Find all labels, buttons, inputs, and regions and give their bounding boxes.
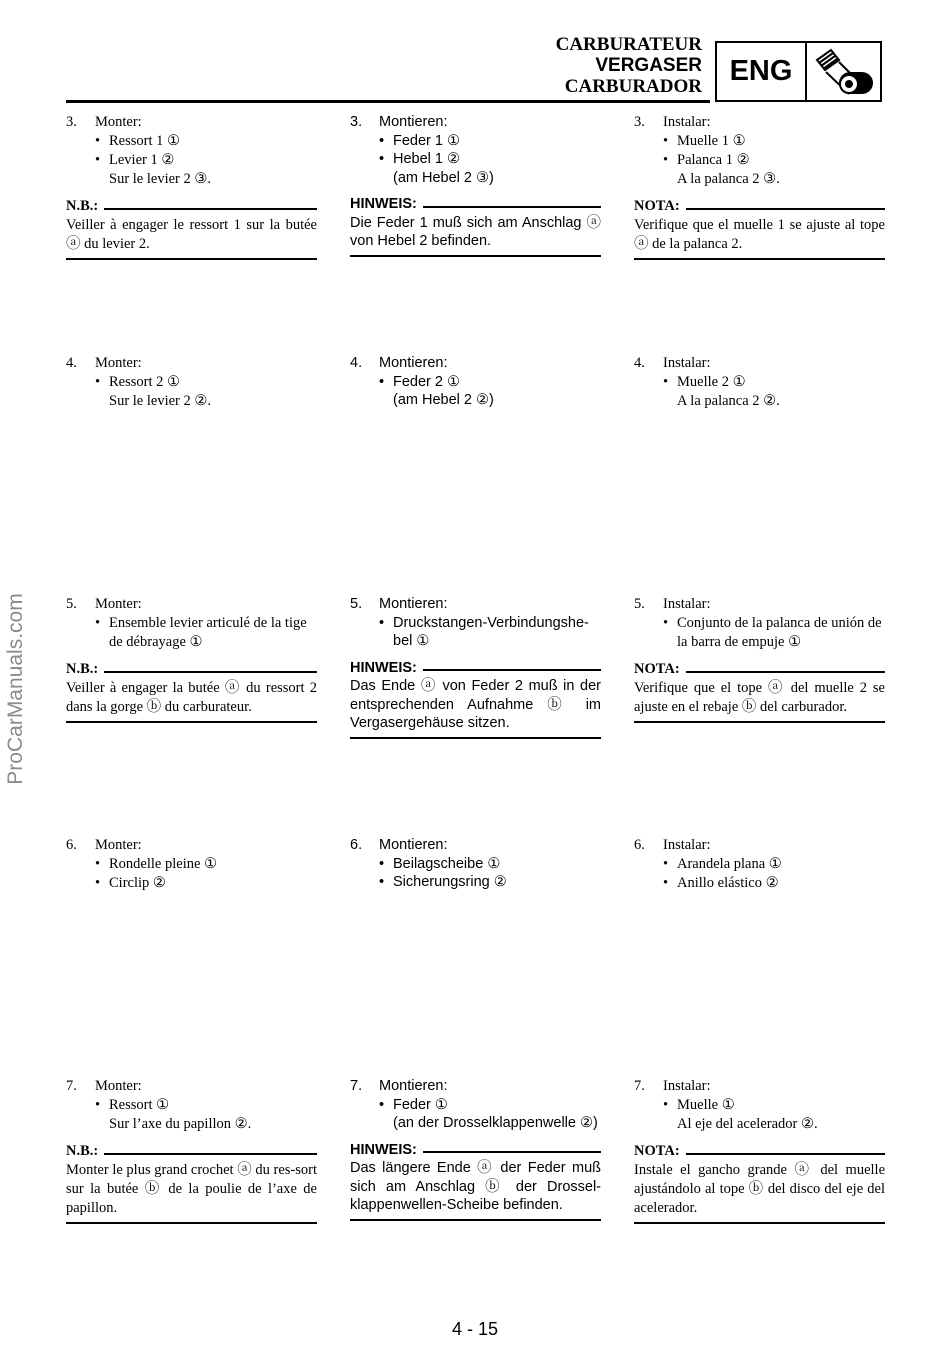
section-label: ENG (717, 43, 807, 100)
bullet-icon: • (95, 615, 101, 631)
page-number: 4 - 15 (451, 1319, 499, 1339)
step-verb: Instalar: (663, 1078, 711, 1094)
bullet-icon: • (379, 614, 385, 631)
note-rule (686, 671, 885, 673)
step-heading (634, 1077, 885, 1096)
list-item: • Ressort 2 ① (95, 374, 180, 390)
bullet-icon: • (95, 856, 101, 872)
list-item: • Ressort ① (95, 1097, 170, 1113)
step-number: 6. (634, 837, 645, 853)
step-number: 6. (350, 837, 363, 853)
note-text: Das längere Ende ⓐ der Feder muß sich am Anschlag ⓑ der Drossel-klappenwellen-Scheibe befinden. (350, 1160, 601, 1213)
list-subline: Sur le levier 2 ②. (109, 393, 211, 409)
step-verb: Monter: (95, 355, 142, 371)
header-title-fr: CARBURATEUR (555, 34, 702, 55)
list-item: • Sicherungsring ② (379, 874, 507, 890)
note-rule (686, 1153, 885, 1155)
note-end-rule (66, 1222, 317, 1224)
bullet-icon: • (379, 373, 385, 390)
note-heading: NOTA: (634, 660, 885, 679)
list-subline: A la palanca 2 ③. (677, 171, 780, 187)
bullet-icon: • (379, 132, 385, 149)
step-heading (634, 836, 885, 855)
list-subline: Al eje del acelerador ②. (677, 1116, 818, 1132)
note-end-rule (350, 737, 601, 739)
note-box (66, 1142, 317, 1224)
step-number: 7. (66, 1078, 77, 1094)
step-3-de (350, 113, 601, 257)
note-heading: N.B.: (66, 1142, 317, 1161)
list-subline: (am Hebel 2 ③) (393, 169, 494, 186)
step-number: 3. (66, 114, 77, 130)
step-number: 4. (350, 355, 363, 371)
bullet-icon: • (663, 856, 669, 872)
bullet-icon: • (95, 133, 101, 149)
bullet-icon: • (663, 152, 669, 168)
step-verb: Instalar: (663, 355, 711, 371)
bullet-icon: • (95, 374, 101, 390)
note-text: Das Ende ⓐ von Feder 2 muß in der entsprechenden Aufnahme ⓑ im Vergasergehäuse sitzen. (350, 678, 601, 731)
step-number: 5. (350, 596, 363, 612)
step-6-es (634, 836, 885, 893)
bullet-icon: • (95, 1097, 101, 1113)
list-item: • Beilagscheibe ① (379, 855, 501, 872)
note-heading: HINWEIS: (350, 1141, 601, 1160)
step-verb: Instalar: (663, 596, 711, 612)
note-rule (104, 671, 317, 673)
step-heading (66, 836, 317, 855)
list-item: • Muelle 1 ① (663, 133, 746, 149)
note-text: Veiller à engager la butée ⓐ du ressort 2 dans la gorge ⓑ du carburateur. (66, 680, 317, 715)
note-box (350, 195, 601, 257)
step-heading (66, 1077, 317, 1096)
step-number: 5. (634, 596, 645, 612)
step-verb: Montieren: (379, 355, 448, 371)
list-item: • Levier 1 ② (95, 152, 175, 168)
list-subline: (am Hebel 2 ②) (393, 392, 494, 408)
note-end-rule (634, 1222, 885, 1224)
note-box (634, 197, 885, 260)
list-item: • Anillo elástico ② (663, 875, 779, 891)
step-4-fr (66, 354, 317, 411)
step-verb: Montieren: (379, 114, 448, 130)
list-item: • Circlip ② (95, 875, 166, 891)
step-4-de (350, 354, 601, 410)
step-heading (350, 836, 601, 855)
note-box (66, 660, 317, 723)
list-item: • Muelle ① (663, 1097, 735, 1113)
step-4-es (634, 354, 885, 411)
step-heading (66, 113, 317, 132)
step-heading (634, 354, 885, 373)
note-text: Monter le plus grand crochet ⓐ du res-sort sur la butée ⓑ de la poulie de l’axe de papillon. (66, 1162, 317, 1216)
step-verb: Montieren: (379, 1078, 448, 1094)
list-item: • Ressort 1 ① (95, 133, 180, 149)
bullet-icon: • (379, 1096, 385, 1113)
step-number: 4. (634, 355, 645, 371)
note-text: Die Feder 1 muß sich am Anschlag ⓐ von Hebel 2 befinden. (350, 214, 601, 249)
note-rule (423, 1151, 601, 1153)
list-item: • Conjunto de la palanca de unión de la barra de empuje ① (663, 615, 882, 650)
step-heading (350, 1077, 601, 1096)
note-end-rule (634, 721, 885, 723)
note-heading: HINWEIS: (350, 659, 601, 678)
list-item: • Hebel 1 ② (379, 151, 461, 167)
engine-icon (809, 46, 879, 103)
step-6-fr (66, 836, 317, 893)
bullet-icon: • (663, 615, 669, 631)
step-heading (350, 354, 601, 373)
note-heading: N.B.: (66, 197, 317, 216)
note-end-rule (634, 258, 885, 260)
step-number: 7. (634, 1078, 645, 1094)
note-box (350, 659, 601, 739)
step-number: 7. (350, 1078, 363, 1094)
step-3-es (634, 113, 885, 260)
bullet-icon: • (379, 151, 385, 167)
note-text: Veiller à engager le ressort 1 sur la butée ⓐ du levier 2. (66, 217, 317, 252)
bullet-icon: • (663, 374, 669, 390)
header-titles (556, 34, 702, 97)
step-5-es (634, 595, 885, 723)
step-heading (350, 595, 601, 614)
step-6-de (350, 836, 601, 892)
list-item: • Druckstangen-Verbindungshe-bel ① (379, 614, 589, 649)
step-number: 6. (66, 837, 77, 853)
list-subline: Sur le levier 2 ③. (109, 171, 211, 187)
bullet-icon: • (379, 874, 385, 890)
note-heading: NOTA: (634, 1142, 885, 1161)
step-heading (634, 113, 885, 132)
list-item: • Rondelle pleine ① (95, 856, 218, 872)
list-item: • Palanca 1 ② (663, 152, 750, 168)
note-rule (423, 669, 601, 671)
step-3-fr (66, 113, 317, 260)
step-number: 4. (66, 355, 77, 371)
list-item: • Feder 1 ① (379, 132, 460, 149)
note-text: Verifique que el tope ⓐ del muelle 2 se ajuste en el rebaje ⓑ del carburador. (634, 680, 885, 715)
step-verb: Monter: (95, 1078, 142, 1094)
step-verb: Montieren: (379, 837, 448, 853)
step-verb: Instalar: (663, 837, 711, 853)
note-box (66, 197, 317, 260)
list-item: • Ensemble levier articulé de la tige de débrayage ① (95, 615, 307, 650)
note-box (634, 1142, 885, 1224)
note-end-rule (350, 255, 601, 257)
step-7-de (350, 1077, 601, 1221)
bullet-icon: • (663, 875, 669, 891)
note-rule (104, 1153, 317, 1155)
step-heading (634, 595, 885, 614)
step-verb: Monter: (95, 837, 142, 853)
bullet-icon: • (95, 152, 101, 168)
step-5-de (350, 595, 601, 739)
note-heading: N.B.: (66, 660, 317, 679)
step-7-es (634, 1077, 885, 1224)
step-number: 3. (634, 114, 645, 130)
header-title-es: CARBURADOR (564, 76, 702, 97)
note-text: Verifique que el muelle 1 se ajuste al tope ⓐ de la palanca 2. (634, 217, 885, 252)
list-subline: A la palanca 2 ②. (677, 393, 780, 409)
note-end-rule (66, 721, 317, 723)
step-verb: Monter: (95, 114, 142, 130)
step-heading (350, 113, 601, 132)
step-heading (66, 595, 317, 614)
header-rule (66, 100, 710, 103)
watermark: ProCarManuals.com (4, 593, 27, 785)
step-5-fr (66, 595, 317, 723)
note-rule (686, 208, 885, 210)
note-box (350, 1141, 601, 1221)
note-text: Instale el gancho grande ⓐ del muelle ajustándolo al tope ⓑ del disco del eje del acelerador. (634, 1162, 885, 1216)
note-end-rule (350, 1219, 601, 1221)
list-item: • Feder ① (379, 1096, 448, 1113)
list-subline: Sur l’axe du papillon ②. (109, 1116, 252, 1132)
step-7-fr (66, 1077, 317, 1224)
note-heading: NOTA: (634, 197, 885, 216)
list-item: • Muelle 2 ① (663, 374, 746, 390)
step-number: 3. (350, 114, 363, 130)
bullet-icon: • (95, 875, 101, 891)
step-verb: Montieren: (379, 596, 448, 612)
section-badge (715, 41, 882, 102)
step-heading (66, 354, 317, 373)
note-end-rule (66, 258, 317, 260)
step-verb: Monter: (95, 596, 142, 612)
note-box (634, 660, 885, 723)
list-subline: (an der Drosselklappenwelle ②) (393, 1115, 598, 1131)
list-item: • Feder 2 ① (379, 373, 460, 390)
bullet-icon: • (379, 855, 385, 872)
header-title-de: VERGASER (595, 55, 702, 76)
step-verb: Instalar: (663, 114, 711, 130)
step-number: 5. (66, 596, 77, 612)
bullet-icon: • (663, 133, 669, 149)
bullet-icon: • (663, 1097, 669, 1113)
note-rule (104, 208, 317, 210)
note-rule (423, 206, 601, 208)
list-item: • Arandela plana ① (663, 856, 782, 872)
note-heading: HINWEIS: (350, 195, 601, 214)
